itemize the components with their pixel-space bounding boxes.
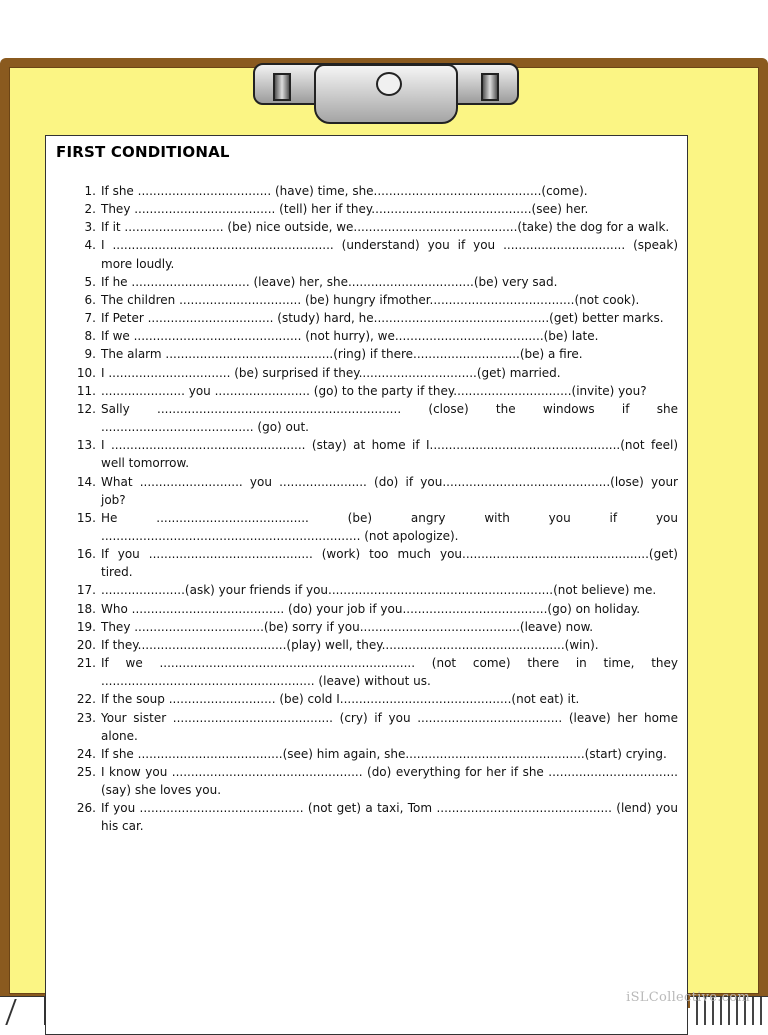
- exercise-number: 20.: [76, 637, 96, 652]
- exercise-text: If Peter ................................. (study) hard, he..............................................(get) better marks.: [101, 311, 664, 326]
- exercise-text: The children ................................ (be) hungry ifmother......................................(not cook).: [101, 292, 640, 307]
- exercise-text: What ........................... you ....................... (do) if you............................................(lose) your job?: [101, 474, 678, 507]
- exercise-text: I know you .................................................. (do) everything for her if she .................................. (say) she loves you.: [101, 765, 678, 798]
- exercise-item: [72, 763, 678, 799]
- exercise-number: 6.: [84, 292, 96, 307]
- exercise-number: 1.: [84, 184, 96, 198]
- exercise-text: He ........................................ (be) angry with you if you .................................................................... (not apologize).: [101, 510, 678, 543]
- exercise-number: 3.: [84, 220, 96, 235]
- exercise-item: [72, 509, 678, 545]
- clip-slot-right: [481, 73, 499, 101]
- clip-slot-left: [273, 73, 291, 101]
- exercise-number: 7.: [84, 311, 96, 326]
- exercise-number: 16.: [76, 547, 96, 562]
- exercise-text: Sally ................................................................ (close) the windows if she ........................................ (go) out.: [101, 401, 678, 435]
- exercise-text: If it .......................... (be) nice outside, we...........................................(take) the dog for a walk.: [101, 220, 670, 235]
- exercise-number: 13.: [76, 438, 96, 453]
- exercise-number: 18.: [76, 601, 96, 616]
- exercise-item: [72, 745, 678, 763]
- exercise-number: 12.: [76, 401, 96, 416]
- exercise-text: If we ................................................................... (not come) there in time, they ........................................................ (leave) without us.: [101, 656, 678, 689]
- exercise-number: 8.: [84, 329, 96, 344]
- exercise-text: I .......................................................... (understand) you if you ................................ (speak) more loudly.: [101, 238, 678, 271]
- exercise-item: [72, 236, 678, 272]
- exercise-item: [72, 618, 678, 636]
- exercise-item: [72, 473, 678, 509]
- exercise-text: They ..................................(be) sorry if you..........................................(leave) now.: [101, 619, 594, 634]
- worksheet-title: FIRST CONDITIONAL: [56, 143, 230, 161]
- exercise-item: [72, 799, 678, 835]
- exercise-number: 11.: [76, 383, 96, 398]
- clip-ring-icon: [376, 72, 402, 96]
- exercise-text: ......................(ask) your friends if you...........................................................(not believe) me.: [101, 583, 657, 598]
- exercise-item: [72, 636, 678, 654]
- exercise-item: [72, 690, 678, 708]
- exercise-item: [72, 364, 678, 382]
- exercise-item: [72, 545, 678, 581]
- exercise-item: [72, 382, 678, 400]
- exercise-number: 22.: [76, 692, 96, 707]
- exercise-number: 21.: [76, 656, 96, 671]
- exercise-number: 26.: [76, 801, 96, 816]
- exercise-number: 17.: [76, 583, 96, 598]
- exercise-text: If the soup ............................ (be) cold I.............................................(not eat) it.: [101, 692, 580, 707]
- exercise-item: [72, 309, 678, 327]
- watermark: iSLCollective.com: [626, 990, 750, 1005]
- exercise-number: 24.: [76, 746, 96, 761]
- exercise-text: Your sister .......................................... (cry) if you ...................................... (leave) her home alone.: [101, 710, 678, 743]
- exercise-number: 2.: [84, 202, 96, 217]
- exercise-item: [72, 654, 678, 690]
- exercise-text: I ................................................... (stay) at home if I..................................................(not feel) well tomorrow.: [101, 438, 678, 471]
- exercise-number: 5.: [84, 274, 96, 289]
- exercise-text: If she ................................... (have) time, she............................................(come).: [101, 184, 588, 198]
- exercise-item: [72, 327, 678, 345]
- exercise-number: 15.: [76, 510, 96, 525]
- exercise-item: [72, 273, 678, 291]
- exercise-text: If they.......................................(play) well, they................................................(win).: [101, 637, 599, 652]
- exercise-text: ...................... you ......................... (go) to the party if they...............................(invite) you?: [101, 383, 647, 398]
- exercise-number: 4.: [84, 238, 96, 253]
- exercise-number: 25.: [76, 765, 96, 779]
- exercise-text: If he ............................... (leave) her, she.................................(be) very sad.: [101, 274, 558, 289]
- exercise-item: [72, 581, 678, 599]
- exercise-list: [72, 182, 678, 836]
- exercise-item: [72, 436, 678, 472]
- exercise-item: [72, 182, 678, 200]
- exercise-text: If you ........................................... (work) too much you.................................................(get) tired.: [101, 547, 678, 580]
- exercise-item: [72, 200, 678, 218]
- exercise-number: 19.: [76, 619, 96, 634]
- exercise-number: 23.: [76, 710, 96, 725]
- exercise-item: [72, 400, 678, 436]
- exercise-text: The alarm ............................................(ring) if there............................(be) a fire.: [101, 347, 583, 362]
- exercise-text: If you ........................................... (not get) a taxi, Tom .............................................. (lend) you his car.: [101, 801, 678, 834]
- exercise-text: If we ............................................ (not hurry), we.......................................(be) late.: [101, 329, 599, 344]
- exercise-item: [72, 291, 678, 309]
- exercise-item: [72, 709, 678, 745]
- exercise-text: I ................................ (be) surprised if they...............................(get) married.: [101, 365, 561, 380]
- clipboard-clip: [314, 64, 458, 124]
- exercise-text: If she ......................................(see) him again, she...............................................(start) crying.: [101, 746, 667, 761]
- exercise-item: [72, 600, 678, 618]
- exercise-number: 9.: [84, 347, 96, 362]
- exercise-number: 14.: [76, 474, 96, 489]
- exercise-text: Who ........................................ (do) your job if you......................................(go) on holiday.: [101, 601, 641, 616]
- exercise-text: They ..................................... (tell) her if they..........................................(see) her.: [101, 202, 589, 217]
- exercise-item: [72, 345, 678, 363]
- exercise-number: 10.: [76, 365, 96, 380]
- paper-corner-left: [0, 996, 45, 1025]
- exercise-item: [72, 218, 678, 236]
